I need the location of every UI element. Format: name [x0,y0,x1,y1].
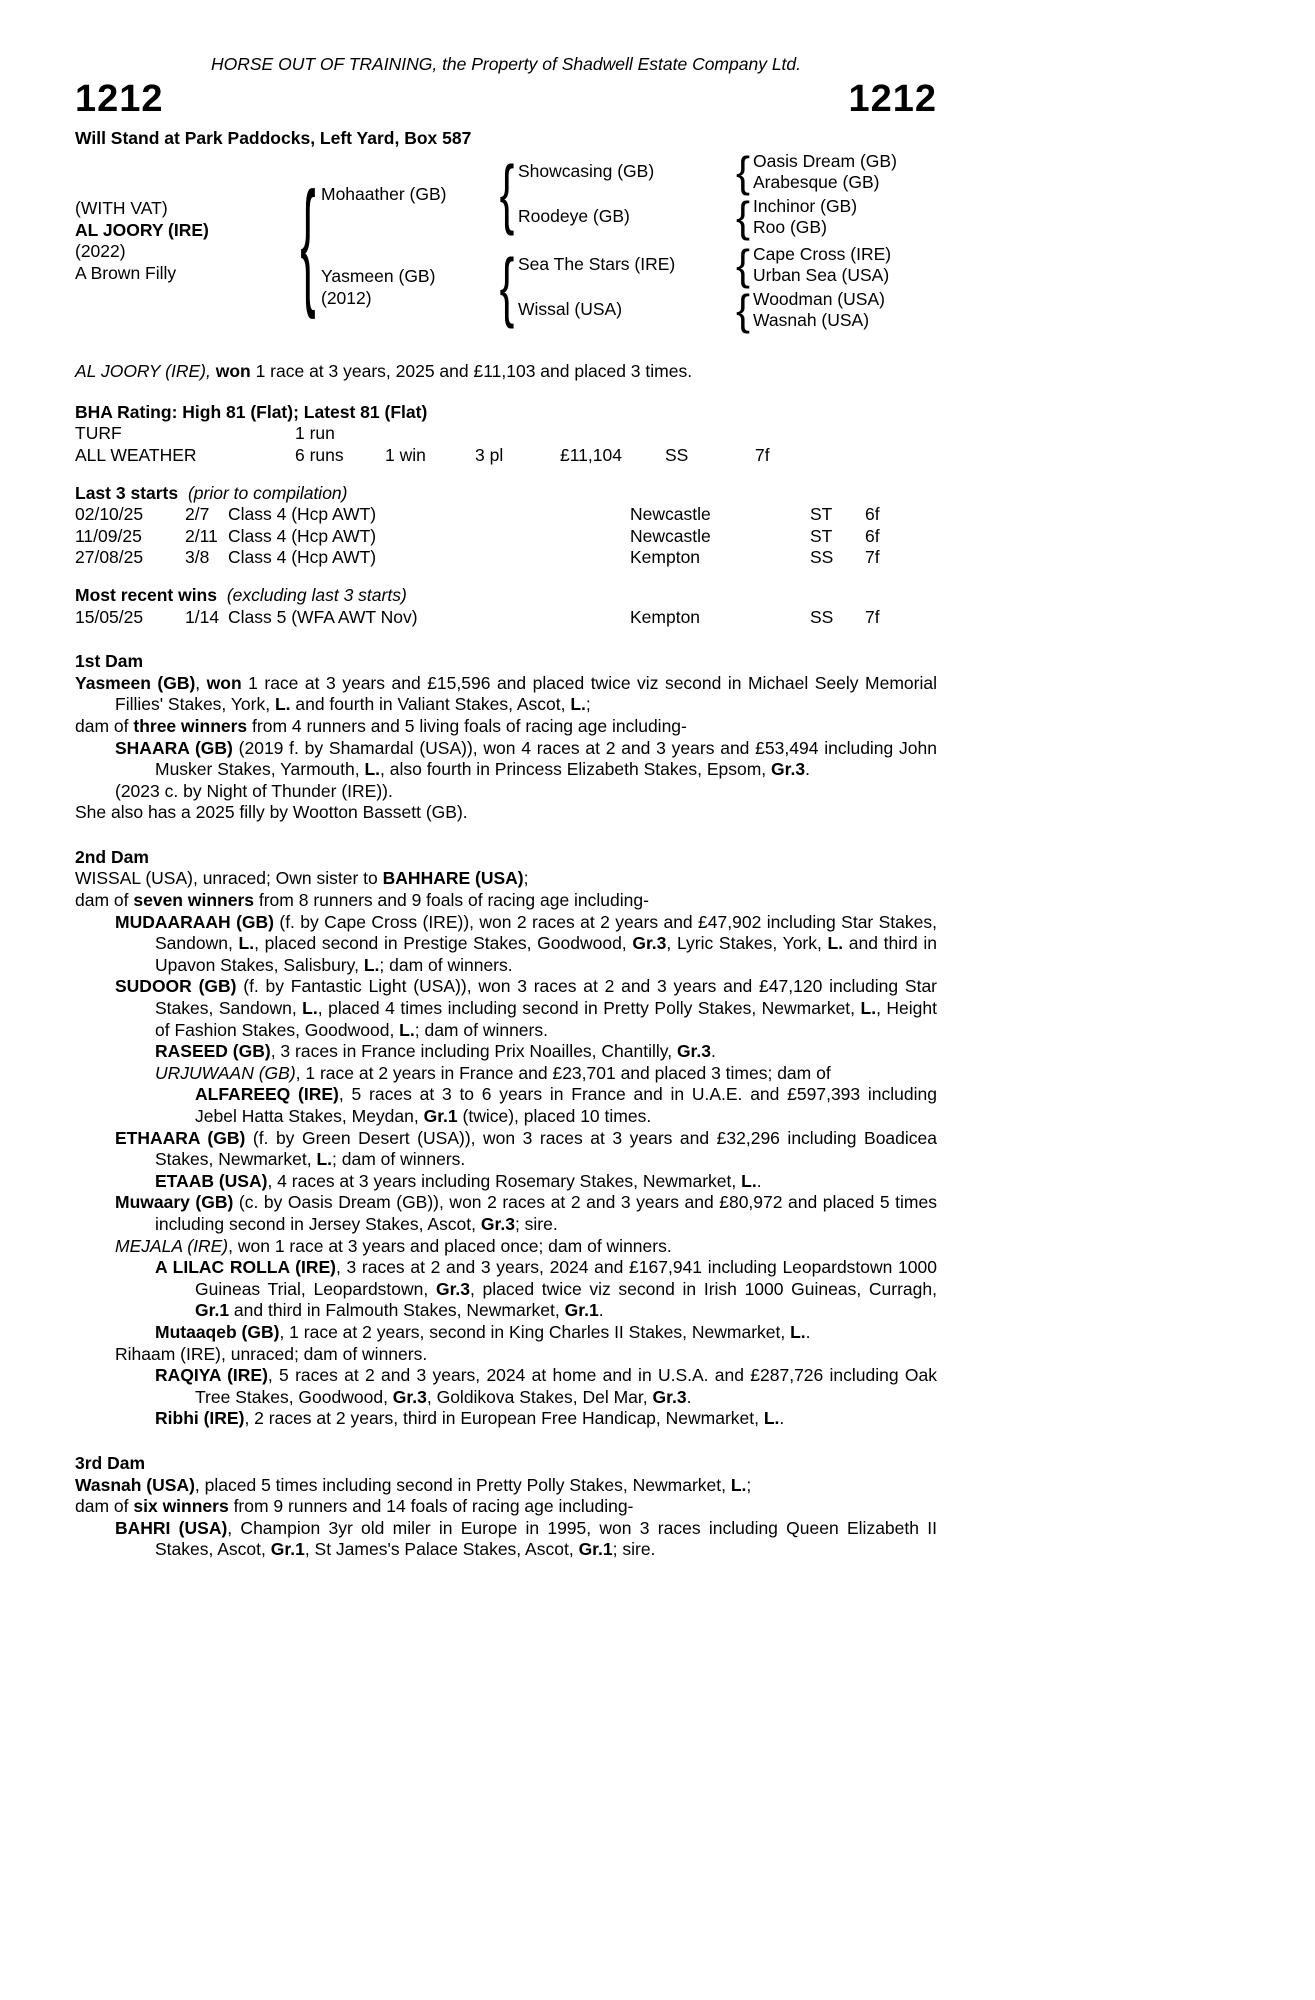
dam-sire-branch [518,240,892,289]
text-segment: Gr.1 [578,1539,613,1560]
going-cell: ST [810,504,833,525]
etaab-paragraph [75,1171,937,1193]
text-segment: , placed second in Prestige Stakes, Goodwood, [254,933,633,954]
earnings-cell [560,423,665,445]
text-segment: (2023 c. by Night of Thunder (IRE)). [115,780,393,801]
text-segment: RAQIYA (IRE) [155,1365,268,1386]
start-row [75,504,937,526]
section-title: Last 3 starts [75,482,179,503]
grandparent-brace: { [735,285,751,334]
text-segment: , 3 races in France including Prix Noailles, Chantilly, [270,1041,677,1062]
race-cell: Class 5 (WFA AWT Nov) [228,606,418,627]
text-segment: from 9 runners and 14 foals of racing age including- [228,1496,634,1517]
filly-2025-paragraph [75,802,937,824]
text-segment: L. [790,1321,806,1342]
text-segment: ; sire. [612,1539,656,1560]
alfareeq-paragraph [75,1084,937,1127]
dam-dam-branch [518,285,891,334]
text-segment: (f. by Cape Cross (IRE)), won 2 races at 2 years and £47,902 including Star Stakes, Sandown, [155,911,937,954]
runs-cell: 1 run [295,423,335,444]
text-segment: . [779,1408,785,1429]
ancestor-name: Urban Sea (USA) [753,265,890,286]
text-segment: ; dam of winners. [414,1019,548,1040]
horse-details-block [75,198,295,284]
start-row [75,547,937,569]
text-segment: ; [746,1474,752,1495]
text-segment: from 8 runners and 9 foals of racing age including- [254,890,649,911]
text-segment: Gr.3 [652,1386,687,1407]
race-record-summary [75,361,937,383]
text-segment: ; sire. [514,1213,558,1234]
grandparent-brace: { [735,192,751,241]
bha-rating-line: BHA Rating: High 81 (Flat); Latest 81 (Flat) [75,401,428,422]
text-segment: , 2 races at 2 years, third in European Free Handicap, Newmarket, [244,1408,764,1429]
lot-number-row [75,79,937,119]
text-segment: L. [316,1149,333,1170]
vat-note: (WITH VAT) [75,198,168,218]
text-segment: L. [860,998,877,1019]
course-cell: Kempton [630,606,701,627]
horse-name: AL JOORY (IRE) [75,219,209,240]
text-segment: , placed 5 times including second in Pretty Polly Stakes, Newmarket, [194,1474,731,1495]
grandsire-name: Sea The Stars (IRE) [518,254,676,275]
places-cell [475,423,560,445]
urjuwaan-paragraph [75,1063,937,1085]
sire-sire-branch [518,147,897,196]
distance-cell: 6f [865,504,880,525]
distance-cell: 7f [865,547,880,568]
text-segment: L. [364,759,380,780]
grandparent-brace: { [735,147,751,196]
text-segment: She also has a 2025 filly by Wootton Bassett (GB). [75,802,468,823]
text-segment: Muwaary (GB) [115,1192,234,1213]
distance-cell: 7f [755,444,770,465]
course-cell: Kempton [630,547,701,568]
text-segment: WISSAL (USA), unraced; Own sister to [75,868,383,889]
sire-branch [321,147,897,241]
text-segment: . [711,1041,716,1062]
text-segment: , Goldikova Stakes, Del Mar, [426,1386,653,1407]
text-segment: , St James's Palace Stakes, Ascot, [304,1539,579,1560]
distance-cell: 6f [865,525,880,546]
text-segment: , 5 races at 2 and 3 years, 2024 at home and in U.S.A. and £287,726 including Oak Tree Stakes, Goodwood, [195,1365,937,1407]
text-segment: L. [827,933,844,954]
wissal-paragraph [75,868,937,890]
text-segment: Yasmeen (GB) [75,672,196,693]
text-segment: Ribhi (IRE) [155,1408,245,1429]
text-segment: L. [730,1474,747,1495]
text-segment: three winners [133,715,248,736]
lot-number-right: 1212 [848,77,937,120]
text-segment: Gr.3 [771,759,806,780]
mudaaraah-paragraph [75,912,937,977]
text-segment: won [215,361,251,382]
text-segment: ; dam of winners. [332,1149,466,1170]
text-segment: , placed 4 times including second in Pretty Polly Stakes, Newmarket, [317,998,861,1019]
text-segment: ; [585,694,591,715]
text-segment: dam of [75,715,134,736]
text-segment: , Champion 3yr old miler in Europe in 1995, won 3 races including Queen Elizabeth II Stakes, Ascot, [155,1517,937,1560]
dam-of-six-winners [75,1496,937,1518]
a-lilac-rolla-paragraph [75,1257,937,1322]
runs-cell: 6 runs [295,444,344,465]
text-segment: L. [763,1408,780,1429]
wins-cell: 1 win [385,444,426,465]
text-segment: Gr.1 [423,1106,458,1126]
text-segment: L. [741,1170,757,1191]
text-segment: (c. by Oasis Dream (GB)), won 2 races at 2 and 3 years and £80,972 and placed 5 times including second in Jersey Stakes, Ascot, [155,1192,937,1234]
section-note: (prior to compilation) [187,482,348,503]
grandsire-name: Showcasing (GB) [518,161,655,182]
dam-name: Yasmeen (GB) [321,266,436,287]
text-segment: Gr.3 [676,1041,711,1062]
text-segment: from 4 runners and 5 living foals of racing age including- [247,715,687,736]
text-segment: . [756,1170,762,1191]
date-cell: 15/05/25 [75,606,144,627]
distance-cell: 7f [865,606,880,627]
ancestor-name: Arabesque (GB) [753,172,880,193]
going-cell: SS [665,444,689,465]
text-segment: 1 race at 3 years and £15,596 and placed twice viz second in Michael Seely Memorial Fillies' Stakes, York, [115,672,937,715]
text-segment: , 5 races at 3 to 6 years in France and in U.A.E. and £597,393 including Jebel Hatta Stakes, Meydan, [195,1084,937,1126]
pedigree-table [75,147,937,334]
distance-cell [755,423,937,445]
text-segment: ; dam of winners. [379,954,513,975]
page-header: HORSE OUT OF TRAINING, the Property of Shadwell Estate Company Ltd. [210,54,802,74]
second-dam-heading: 2nd Dam [75,846,149,867]
mutaaqeb-paragraph [75,1322,937,1344]
race-record-table [75,423,937,466]
text-segment: (f. by Green Desert (USA)), won 3 races at 3 years and £32,296 including Boadicea Stakes, Newmarket, [155,1127,938,1170]
text-segment: dam of [75,1496,134,1517]
muwaary-paragraph [75,1192,937,1235]
text-segment: Gr.3 [392,1386,427,1407]
text-segment: . [805,759,810,780]
text-segment: L. [570,694,586,715]
text-segment: Gr.3 [435,1278,471,1299]
text-segment: , 1 race at 2 years in France and £23,701 and placed 3 times; dam of [295,1062,831,1083]
course-cell: Newcastle [630,504,711,525]
text-segment: L. [399,1019,415,1040]
ancestor-name: Cape Cross (IRE) [753,244,892,265]
text-segment: . [598,1300,604,1321]
text-segment: ; [523,868,529,889]
text-segment: Mutaaqeb (GB) [155,1321,280,1342]
text-segment: six winners [133,1496,229,1517]
places-cell: 3 pl [475,444,504,465]
text-segment: ETHAARA (GB) [115,1127,246,1148]
text-segment: , Height of Fashion Stakes, Goodwood, [155,998,938,1040]
race-cell: Class 4 (Hcp AWT) [228,525,377,546]
win-row [75,607,937,629]
ancestor-name: Inchinor (GB) [753,196,858,217]
pedigree-main-brace: { [300,161,316,321]
ancestor-name: Wasnah (USA) [753,310,870,331]
wins-cell [385,423,475,445]
position-cell: 1/14 [185,606,220,627]
text-segment: , 3 races at 2 and 3 years, 2024 and £167,941 including Leopardstown 1000 Guineas Trial, Leopardstown, [195,1257,937,1299]
text-segment: ETAAB (USA) [155,1170,268,1191]
text-segment: AL JOORY (IRE), [75,361,211,382]
date-cell: 11/09/25 [75,525,142,546]
last-3-starts-heading [75,483,937,505]
text-segment: , won 1 race at 3 years and placed once; dam of winners. [228,1235,672,1256]
going-cell: ST [810,525,833,546]
yasmeen-paragraph [75,673,937,716]
dam-of-three-winners [75,716,937,738]
text-segment: (f. by Fantastic Light (USA)), won 3 races at 2 and 3 years and £47,120 including Star Stakes, Sandown, [155,976,938,1019]
section-title: Most recent wins [75,584,217,605]
dam-branch [321,240,897,334]
dam-of-seven-winners [75,890,937,912]
text-segment: SUDOOR (GB) [115,976,237,997]
text-segment: . [805,1321,811,1342]
text-segment: Gr.1 [270,1539,305,1560]
bahri-paragraph [75,1518,937,1561]
text-segment: RASEED (GB) [155,1041,271,1062]
text-segment: MEJALA (IRE) [115,1235,229,1256]
text-segment: , placed twice viz second in Irish 1000 Guineas, Curragh, [470,1278,937,1299]
granddam-name: Roodeye (GB) [518,206,630,227]
text-segment: L. [363,954,380,975]
third-dam-heading: 3rd Dam [75,1452,146,1473]
sudoor-paragraph [75,976,937,1041]
position-cell: 2/11 [185,525,218,546]
record-row-all-weather [75,445,937,467]
going-cell [665,423,755,445]
text-segment: Gr.3 [480,1213,515,1234]
text-segment: won [206,672,242,693]
text-segment: , 1 race at 2 years, second in King Charles II Stakes, Newmarket, [279,1321,791,1342]
text-segment: SHAARA (GB) [115,737,233,758]
text-segment: Gr.1 [195,1300,230,1321]
date-cell: 02/10/25 [75,504,144,525]
ancestor-name: Woodman (USA) [753,289,885,310]
position-cell: 2/7 [185,504,210,525]
record-row-turf [75,423,937,445]
text-segment: L. [274,694,291,715]
going-cell: SS [810,547,834,568]
text-segment: Gr.3 [632,933,667,954]
text-segment: URJUWAAN (GB) [155,1062,296,1083]
recent-wins-table [75,607,937,629]
dam-name-block [321,266,496,309]
colt-2023-paragraph [75,781,937,803]
stand-location: Will Stand at Park Paddocks, Left Yard, Box 587 [75,127,472,148]
going-cell: SS [810,606,834,627]
page-content [75,54,937,1561]
ancestor-name: Oasis Dream (GB) [753,151,897,172]
text-segment: Wasnah (USA) [75,1474,195,1495]
last-3-starts-table [75,504,937,569]
text-segment: BAHHARE (USA) [382,868,524,889]
text-segment: BAHRI (USA) [115,1517,228,1538]
recent-wins-heading [75,585,937,607]
text-segment: A LILAC ROLLA (IRE) [155,1257,336,1278]
text-segment: and fourth in Valiant Stakes, Ascot, [290,694,571,715]
raseed-paragraph [75,1041,937,1063]
section-note: (excluding last 3 starts) [226,584,407,605]
date-cell: 27/08/25 [75,547,144,568]
text-segment: Gr.1 [564,1300,599,1321]
granddam-name: Wissal (USA) [518,299,623,320]
text-segment: , [195,672,207,693]
dam-brace: { [499,243,515,330]
raqiya-paragraph [75,1365,937,1408]
text-segment: . [686,1386,692,1407]
wasnah-paragraph [75,1475,937,1497]
text-segment: L. [238,933,255,954]
earnings-cell: £11,104 [560,444,622,465]
text-segment: (twice), placed 10 times. [457,1106,652,1126]
surface-cell: ALL WEATHER [75,444,197,465]
text-segment: 1 race at 3 years, 2025 and £11,103 and placed 3 times. [250,361,693,382]
text-segment: (2019 f. by Shamardal (USA)), won 4 races at 2 and 3 years and £53,494 including John Musker Stakes, Yarmouth, [155,737,937,780]
pedigree-generations [321,147,897,334]
race-cell: Class 4 (Hcp AWT) [228,547,377,568]
position-cell: 3/8 [185,547,210,568]
horse-foaling-year: (2022) [75,241,126,262]
text-segment: , also fourth in Princess Elizabeth Stakes, Epsom, [380,759,772,780]
race-cell: Class 4 (Hcp AWT) [228,504,377,525]
start-row [75,526,937,548]
lot-number-left: 1212 [75,77,164,120]
text-segment: and third in Falmouth Stakes, Newmarket, [229,1300,565,1321]
grandparent-brace: { [735,240,751,289]
text-segment: dam of [75,890,134,911]
ribhi-paragraph [75,1408,937,1430]
first-dam-heading: 1st Dam [75,651,144,672]
text-segment: MUDAARAAH (GB) [115,911,274,932]
text-segment: L. [302,998,318,1019]
ancestor-name: Roo (GB) [753,217,827,238]
shaara-paragraph [75,738,937,781]
horse-colour-sex: A Brown Filly [75,262,177,283]
sire-name: Mohaather (GB) [321,183,447,204]
sire-dam-branch [518,192,897,241]
dam-year: (2012) [321,287,372,308]
text-segment: and third in Upavon Stakes, Salisbury, [155,933,937,975]
text-segment: , Lyric Stakes, York, [666,933,828,954]
rihaam-paragraph [75,1344,937,1366]
course-cell: Newcastle [630,525,711,546]
ethaara-paragraph [75,1128,937,1171]
text-segment: , 4 races at 3 years including Rosemary Stakes, Newmarket, [267,1170,742,1191]
surface-cell: TURF [75,423,122,444]
mejala-paragraph [75,1236,937,1258]
sire-brace: { [499,150,515,237]
text-segment: Rihaam (IRE), unraced; dam of winners. [115,1343,428,1364]
text-segment: seven winners [133,890,254,911]
text-segment: ALFAREEQ (IRE) [195,1084,339,1105]
